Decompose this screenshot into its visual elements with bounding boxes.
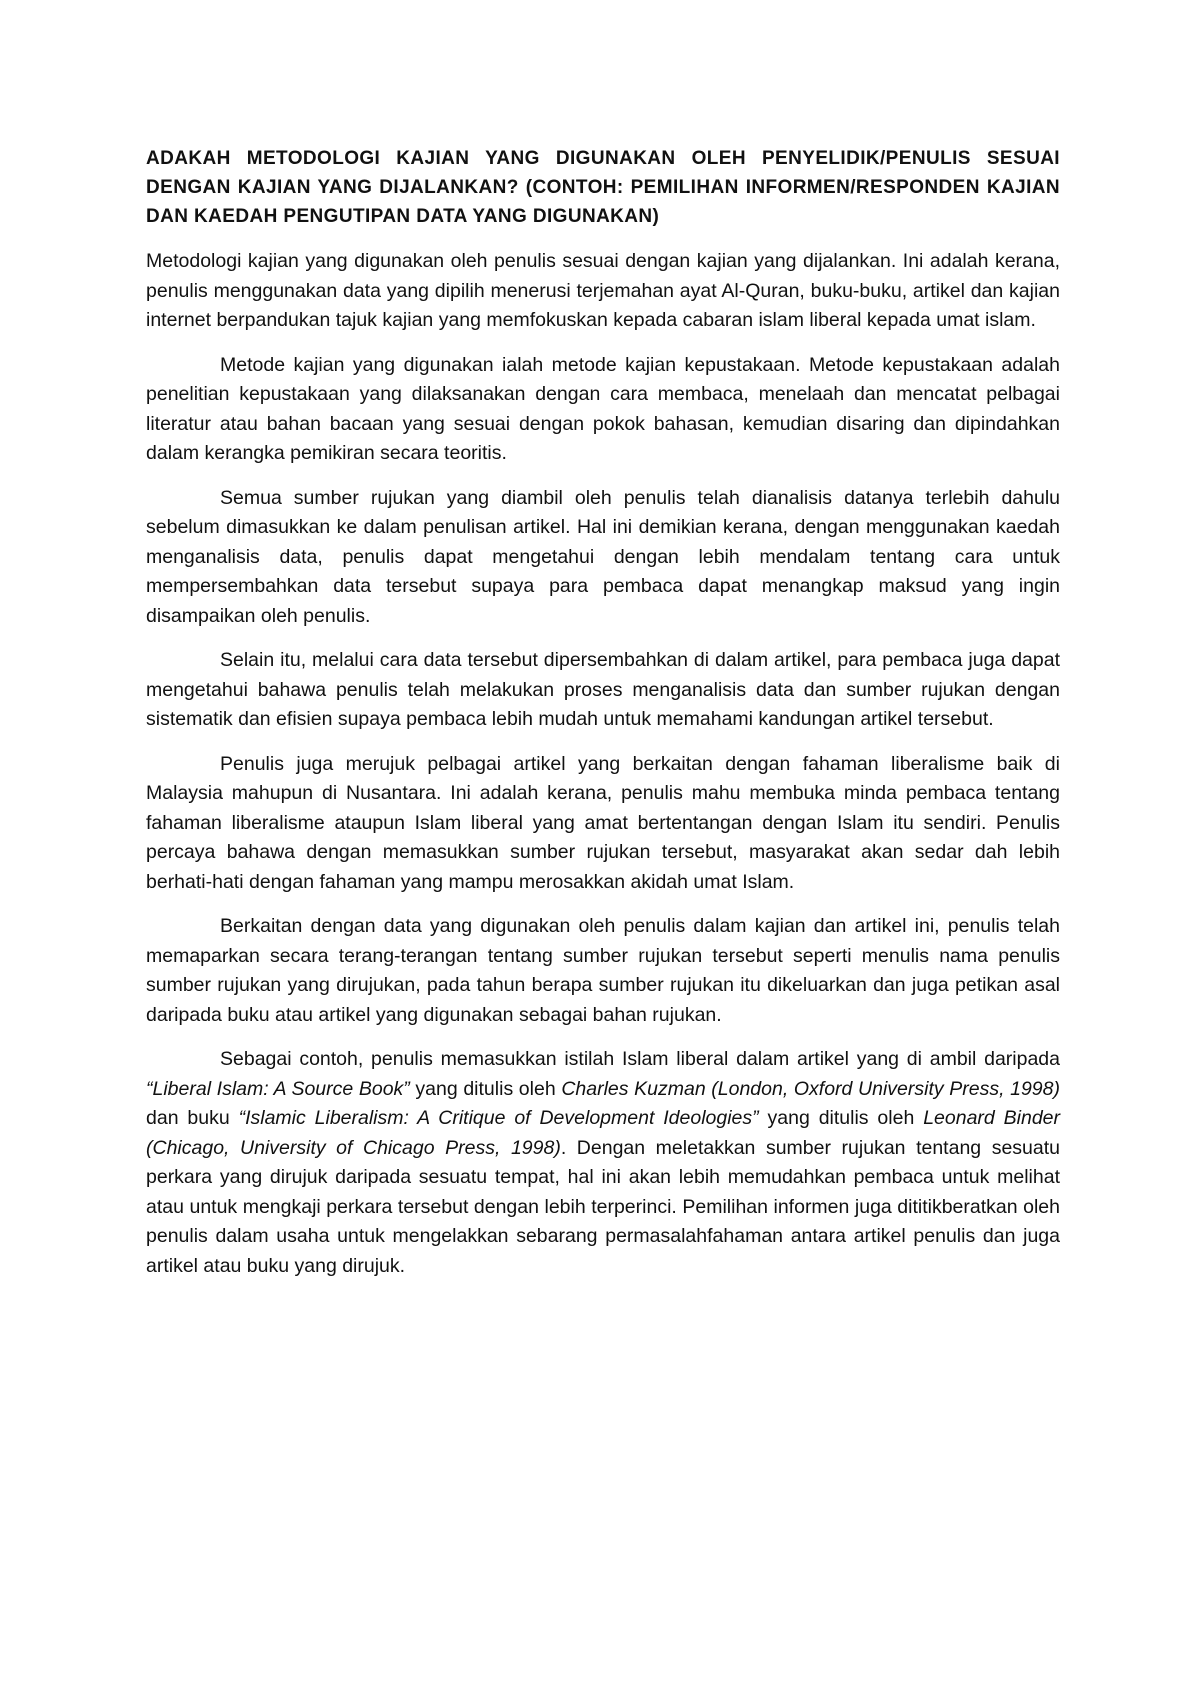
document-heading: ADAKAH METODOLOGI KAJIAN YANG DIGUNAKAN OLEH PENYELIDIK/PENULIS SESUAI DENGAN KAJIAN YANG DIJALANKAN? (CONTOH: PEMILIHAN INFORMEN/RESPONDEN KAJIAN DAN KAEDAH PENGUTIPAN DATA YANG DIGUNAKAN) [146, 148, 1060, 227]
paragraph-7 [146, 1045, 1060, 1281]
author-charles-kuzman: Charles Kuzman (London, Oxford University Press, 1998) [561, 1077, 1060, 1100]
paragraph-6: Berkaitan dengan data yang digunakan oleh penulis dalam kajian dan artikel ini, penulis telah memaparkan secara terang-terangan tentang sumber rujukan tersebut seperti menulis nama penulis sumber rujukan yang dirujukan, pada tahun berapa sumber rujukan itu dikeluarkan dan juga petikan asal daripada buku atau artikel yang digunakan sebagai bahan rujukan. [146, 915, 1060, 1026]
author-leonard-binder: Leonard Binder (Chicago, University of Chicago Press, 1998) [146, 1107, 1060, 1159]
book-title-liberal-islam: “Liberal Islam: A Source Book” [146, 1077, 410, 1100]
paragraph-2: Metode kajian yang digunakan ialah metode kajian kepustakaan. Metode kepustakaan adalah penelitian kepustakaan yang dilaksanakan dengan cara membaca, menelaah dan mencatat pelbagai literatur atau bahan bacaan yang sesuai dengan pokok bahasan, kemudian disaring dan dipindahkan dalam kerangka pemikiran secara teoritis. [146, 353, 1060, 464]
paragraph-7-text-5: . Dengan meletakkan sumber rujukan tentang sesuatu perkara yang dirujuk daripada sesuatu tempat, hal ini akan lebih memudahkan pembaca untuk melihat atau untuk mengkaji perkara tersebut dengan lebih terperinci. Pemilihan informen juga dititikberatkan oleh penulis dalam usaha untuk mengelakkan sebarang permasalahfahaman antara artikel penulis dan juga artikel atau buku yang dirujuk. [146, 1136, 1060, 1277]
paragraph-7-text-1: Sebagai contoh, penulis memasukkan istilah Islam liberal dalam artikel yang di ambil daripada [220, 1048, 1060, 1070]
document-page [146, 144, 1060, 1296]
paragraph-4: Selain itu, melalui cara data tersebut dipersembahkan di dalam artikel, para pembaca juga dapat mengetahui bahawa penulis telah melakukan proses menganalisis data dan sumber rujukan dengan sistematik dan efisien supaya pembaca lebih mudah untuk memahami kandungan artikel tersebut. [146, 649, 1060, 730]
paragraph-5: Penulis juga merujuk pelbagai artikel yang berkaitan dengan fahaman liberalisme baik di Malaysia mahupun di Nusantara. Ini adalah kerana, penulis mahu membuka minda pembaca tentang fahaman liberalisme ataupun Islam liberal yang amat bertentangan dengan Islam itu sendiri. Penulis percaya bahawa dengan memasukkan sumber rujukan tersebut, masyarakat akan sedar dah lebih berhati-hati dengan fahaman yang mampu merosakkan akidah umat Islam. [146, 752, 1060, 893]
paragraph-7-text-3: dan buku [146, 1107, 239, 1129]
book-title-islamic-liberalism: “Islamic Liberalism: A Critique of Development Ideologies” [238, 1107, 759, 1129]
paragraph-3: Semua sumber rujukan yang diambil oleh penulis telah dianalisis datanya terlebih dahulu sebelum dimasukkan ke dalam penulisan artikel. Hal ini demikian kerana, dengan menggunakan kaedah menganalisis data, penulis dapat mengetahui dengan lebih mendalam tentang cara untuk mempersembahkan data tersebut supaya para pembaca dapat menangkap maksud yang ingin disampaikan oleh penulis. [146, 486, 1060, 627]
paragraph-1: Metodologi kajian yang digunakan oleh penulis sesuai dengan kajian yang dijalankan. Ini adalah kerana, penulis menggunakan data yang dipilih menerusi terjemahan ayat Al-Quran, buku-buku, artikel dan kajian internet berpandukan tajuk kajian yang memfokuskan kepada cabaran islam liberal kepada umat islam. [146, 250, 1060, 331]
paragraph-7-text-2: yang ditulis oleh [409, 1077, 562, 1100]
paragraph-7-text-4: yang ditulis oleh [758, 1107, 924, 1129]
